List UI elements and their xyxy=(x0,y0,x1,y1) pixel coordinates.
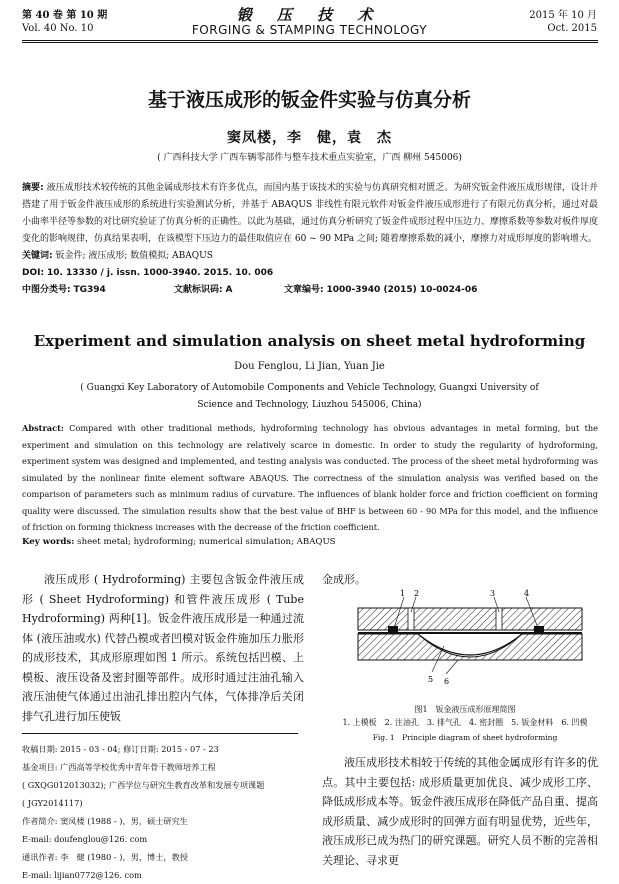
paper-title-en: Experiment and simulation analysis on sheet metal hydroforming xyxy=(33,332,586,350)
article-no-text: 1000-3940 (2015) 10-0024-06 xyxy=(326,285,478,295)
affiliation-en-line1: ( Guangxi Key Laboratory of Automobile Components and Vehicle Technology, Guangxi University of xyxy=(80,383,539,393)
keywords-cn-text: 钣金件; 液压成形; 数值模拟; ABAQUS xyxy=(55,251,213,261)
journal-name-en: FORGING & STAMPING TECHNOLOGY xyxy=(191,23,428,37)
footnote-line: ( GXQG012013032); 广西学位与研究生教育改革和发展专项课题 xyxy=(22,780,265,790)
paper-title-cn: 基于液压成形的钣金件实验与仿真分析 xyxy=(147,89,471,111)
body-right-continuation: 金成形。 xyxy=(322,573,366,586)
footnote-line: 通讯作者: 李 健 (1980 - )，男，博士，教授 xyxy=(22,852,188,862)
doc-code-text: A xyxy=(225,285,233,295)
body-paragraph: 液压成形 ( Hydroforming) 主要包含钣金件液压成形 ( Sheet Hydroforming) 和管件液压成形 ( Tube Hydroforming) 两种[1]。钣金件液压成形是一种通过流体 (液压油或水) 代替凸模或者凹模对钣金件施加压力胀形的成形技术，其成形原理如图 1 所示。系统包括凹模、上模板、液压设备及密封圈等部件。成形时通过注油孔输入液压油使气体通过出油孔排出腔内气体，气体排净后关闭排气孔进行加压使钣 xyxy=(22,573,304,723)
fig-label: 2 xyxy=(414,589,420,598)
fig-label: 1 xyxy=(400,589,406,598)
authors-cn: 窦凤楼，李 健，袁 杰 xyxy=(227,130,392,146)
affiliation-en xyxy=(0,380,619,414)
authors-en: Dou Fenglou, Li Jian, Yuan Jie xyxy=(234,361,385,372)
figure-caption-cn: 图1 钣金液压成形原理简图 xyxy=(414,705,516,714)
journal-logo: 锻 压 技 术 xyxy=(236,6,383,24)
doi-text: 10. 13330 / j. issn. 1000-3940. 2015. 10. 006 xyxy=(46,268,274,278)
doi-label: DOI: xyxy=(22,268,45,278)
keywords-en-label: Key words: xyxy=(22,537,75,547)
body-left-column xyxy=(22,570,304,726)
header-divider xyxy=(22,40,598,41)
figure-1-diagram xyxy=(348,588,590,686)
keywords-cn-label: 关键词: xyxy=(22,251,53,261)
clc-label: 中图分类号: xyxy=(22,285,71,295)
die xyxy=(358,634,582,660)
figure-caption-en: Fig. 1 Principle diagram of sheet hydroforming xyxy=(372,733,558,742)
affiliation-cn: ( 广西科技大学 广西车辆零部件与整车技术重点实验室，广西 柳州 545006) xyxy=(157,153,462,163)
abstract-cn xyxy=(22,180,598,299)
footnote-line: E-mail: lijian0772@126. com xyxy=(22,870,142,880)
affiliation-en-line2: Science and Technology, Liuzhou 545006, China) xyxy=(197,400,422,410)
fig-label: 5 xyxy=(428,675,434,684)
fig-label: 3 xyxy=(490,589,496,598)
footnotes xyxy=(22,740,304,884)
figure-legend: 1. 上模板 2. 注油孔 3. 排气孔 4. 密封圈 5. 钣金材料 6. 凹模 xyxy=(342,718,588,727)
footnote-line: ( JGY2014117) xyxy=(22,798,83,808)
fig-label: 6 xyxy=(444,677,450,686)
seal-right xyxy=(534,626,544,633)
abstract-cn-text: 液压成形技术较传统的其他金属成形技术有许多优点，而国内基于该技术的实验与仿真研究相对匮乏。为研究钣金件液压成形规律，设计并搭建了用于钣金件液压成形的系统进行实验测试分析，并基于 ABAQUS 非线性有限元软件对钣金件液压成形进行了有限元仿真分析，通过对最小曲率半径等参数的对比研究验证了仿真分析的正确性。以此为基础，通过仿真分析研究了钣金件成形过程中压边力、摩擦系数等参数对板件厚度变化的影响规律，仿真结果表明，在该模型下压边力的最佳取值应在 60 ~ 90 MPa 之间; 随着摩擦系数的减小，摩擦力对成形厚度的影响增大。 xyxy=(22,183,599,244)
header-divider-2 xyxy=(22,42,598,43)
abstract-en-text: Compared with other traditional methods, hydroforming technology has obvious advantages in metal forming, but the experiment and simulation on this technology are relatively scarce in domestic. In order to study the regularity of hydroforming, experiment system was designed and implemented, and testing analysis was conducted. The process of the sheet metal hydroforming was simulated by the nonlinear finite element software ABAQUS. The correctness of the simulation analysis was verified based on the comparison of parameters such as minimum radius of curvature. The influences of blank holder force and friction coefficient on forming quality were discussed. The simulation results show that the best value of BHF is between 60 - 90 MPa for this model, and the influence of friction on forming thickness increases with the decrease of the friction coefficient. xyxy=(22,423,598,532)
issue-date xyxy=(529,9,597,35)
volume-cn: 第 40 卷 第 10 期 xyxy=(22,10,108,21)
fig-label: 4 xyxy=(524,589,530,598)
keywords-en-text: sheet metal; hydroforming; numerical simulation; ABAQUS xyxy=(77,537,336,547)
doc-code-label: 文献标识码: xyxy=(174,285,223,295)
footnote-line: 基金项目: 广西高等学校优秀中青年骨干教师培养工程 xyxy=(22,762,216,772)
abstract-cn-label: 摘要: xyxy=(22,183,44,193)
date-cn: 2015 年 10 月 xyxy=(529,10,597,21)
abstract-en-label: Abstract: xyxy=(22,423,64,433)
seal-left xyxy=(388,626,398,633)
article-no-label: 文章编号: xyxy=(284,285,324,295)
abstract-en xyxy=(22,420,598,536)
volume-en: Vol. 40 No. 10 xyxy=(22,23,94,34)
footnote-line: 作者简介: 窦凤楼 (1988 - )，男，硕士研究生 xyxy=(22,816,188,826)
date-en: Oct. 2015 xyxy=(547,23,597,34)
footnote-line: E-mail: doufenglou@126. com xyxy=(22,834,148,844)
footnote-divider xyxy=(22,733,298,734)
footnote-line: 收稿日期: 2015 - 03 - 04; 修订日期: 2015 - 07 - 23 xyxy=(22,744,219,754)
keywords-en xyxy=(22,537,598,547)
clc-text: TG394 xyxy=(73,285,106,295)
body-paragraph: 液压成形技术相较于传统的其他金属成形有许多的优点。其中主要包括: 成形质量更加优良、减少成形工序、降低成形成本等。钣金件液压成形在降低产品自重、提高成形质量、减少成形时的回弹方面有明显优势，近些年，液压成形已成为热门的研究课题。研究人员不断的完善相关理论、寻求更 xyxy=(322,756,598,867)
body-right-column xyxy=(322,753,598,870)
